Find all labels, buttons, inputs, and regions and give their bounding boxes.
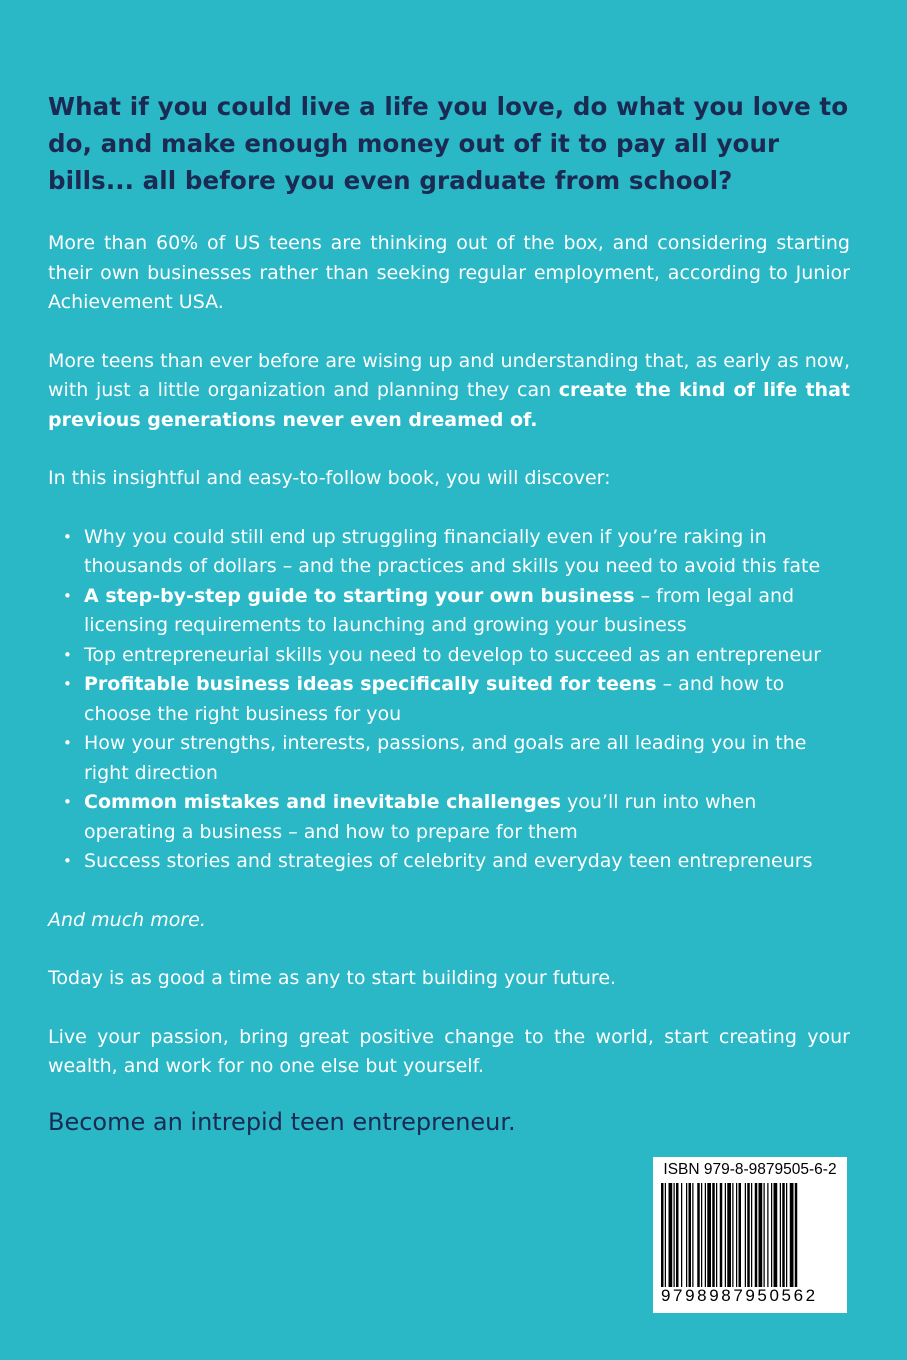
today-line: Today is as good a time as any to start building your future.: [48, 967, 617, 989]
list-item: • Why you could still end up struggling financially even if you’re raking in thousands of dollars – and the practices and skills you need to avoid this fate: [48, 523, 850, 582]
list-item: • Success stories and strategies of celebrity and everyday teen entrepreneurs: [48, 847, 850, 877]
and-much-more: And much more.: [48, 908, 206, 931]
headline: What if you could live a life you love, do what you love to do, and make enough money out of it to pay all your bills... all before you even graduate from school?: [48, 92, 849, 195]
closing-tagline: Become an intrepid teen entrepreneur.: [48, 1107, 516, 1136]
paragraph-teens: [48, 347, 850, 436]
list-item: • A step-by-step guide to starting your own business – from legal and licensing requirements to launching and growing your business: [48, 582, 850, 641]
list-item: • How your strengths, interests, passions, and goals are all leading you in the right direction: [48, 729, 850, 788]
back-cover-text: [48, 88, 850, 1138]
isbn-barcode: [653, 1157, 847, 1313]
list-item: • Common mistakes and inevitable challenges you’ll run into when operating a business – and how to prepare for them: [48, 788, 850, 847]
list-item: • Profitable business ideas specifically suited for teens – and how to choose the right business for you: [48, 670, 850, 729]
list-item: • Top entrepreneurial skills you need to develop to succeed as an entrepreneur: [48, 641, 850, 671]
paragraph-statistic: More than 60% of US teens are thinking out of the box, and considering starting their own businesses rather than seeking regular employment, according to Junior Achievement USA.: [48, 232, 850, 313]
paragraph-teens-text: More teens than ever before are wising up and understanding that, as early as now, with just a little organization and planning they can: [48, 349, 850, 401]
isbn-label: ISBN 979-8-9879505-6-2: [663, 1161, 837, 1178]
barcode-bars: [659, 1183, 841, 1287]
discover-intro: In this insightful and easy-to-follow book, you will discover:: [48, 467, 611, 489]
paragraph-teens-bold: create the kind of life that previous generations never even dreamed of.: [48, 379, 850, 431]
barcode-digits: 9798987950562: [661, 1286, 818, 1305]
discover-list: [48, 523, 850, 877]
live-passion: Live your passion, bring great positive change to the world, start creating your wealth, and work for no one else but yourself.: [48, 1025, 850, 1077]
